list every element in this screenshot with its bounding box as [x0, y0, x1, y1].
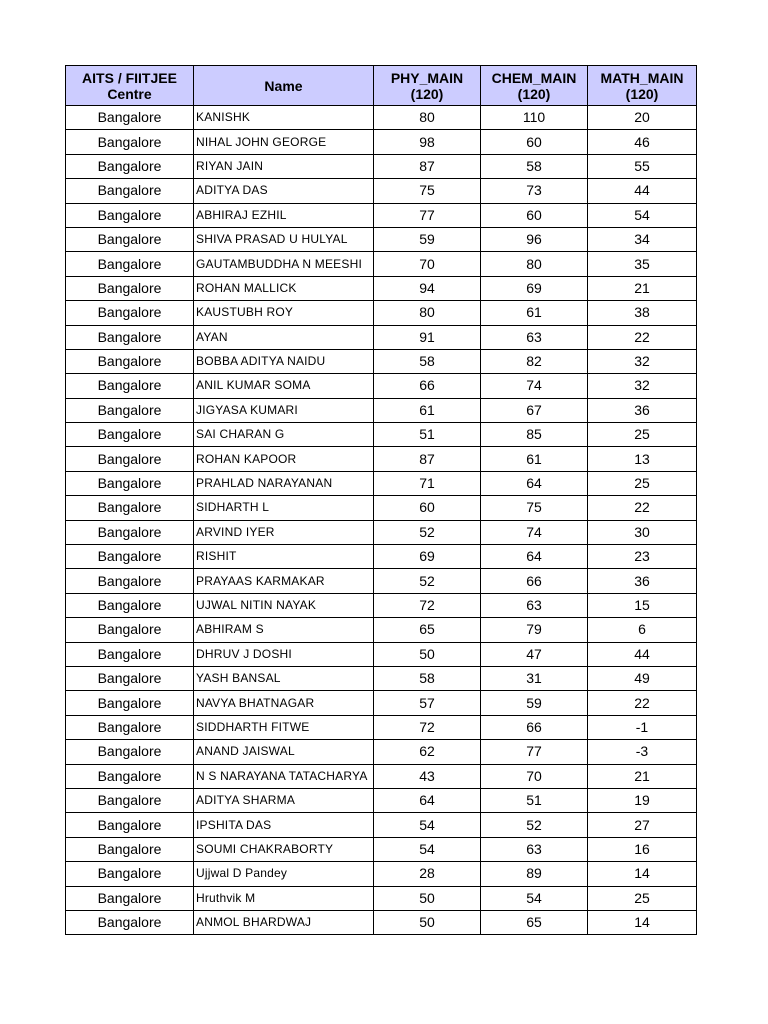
phy-score-cell: 51	[374, 423, 481, 447]
chem-score-cell: 58	[481, 154, 588, 178]
table-row	[66, 813, 697, 837]
phy-score-cell: 72	[374, 715, 481, 739]
chem-score-cell: 63	[481, 325, 588, 349]
centre-cell: Bangalore	[66, 496, 194, 520]
chem-score-cell: 96	[481, 227, 588, 251]
name-cell: IPSHITA DAS	[194, 813, 374, 837]
name-cell: ABHIRAJ EZHIL	[194, 203, 374, 227]
centre-cell: Bangalore	[66, 569, 194, 593]
centre-cell: Bangalore	[66, 910, 194, 934]
centre-cell: Bangalore	[66, 691, 194, 715]
phy-score-cell: 54	[374, 813, 481, 837]
chem-score-cell: 65	[481, 910, 588, 934]
table-row	[66, 642, 697, 666]
math-score-cell: -3	[588, 740, 697, 764]
header-math: MATH_MAIN (120)	[588, 66, 697, 106]
math-score-cell: 6	[588, 618, 697, 642]
chem-score-cell: 63	[481, 837, 588, 861]
chem-score-cell: 110	[481, 106, 588, 130]
centre-cell: Bangalore	[66, 203, 194, 227]
table-row	[66, 764, 697, 788]
table-row	[66, 691, 697, 715]
math-score-cell: 49	[588, 666, 697, 690]
name-cell: SIDDHARTH FITWE	[194, 715, 374, 739]
math-score-cell: 13	[588, 447, 697, 471]
math-score-cell: 30	[588, 520, 697, 544]
centre-cell: Bangalore	[66, 154, 194, 178]
name-cell: ABHIRAM S	[194, 618, 374, 642]
math-score-cell: 44	[588, 179, 697, 203]
table-row	[66, 471, 697, 495]
math-score-cell: 14	[588, 862, 697, 886]
centre-cell: Bangalore	[66, 545, 194, 569]
chem-score-cell: 69	[481, 276, 588, 300]
name-cell: ANMOL BHARDWAJ	[194, 910, 374, 934]
phy-score-cell: 54	[374, 837, 481, 861]
chem-score-cell: 79	[481, 618, 588, 642]
centre-cell: Bangalore	[66, 130, 194, 154]
math-score-cell: 35	[588, 252, 697, 276]
table-row	[66, 106, 697, 130]
name-cell: AYAN	[194, 325, 374, 349]
name-cell: NAVYA BHATNAGAR	[194, 691, 374, 715]
table-row	[66, 154, 697, 178]
table-row	[66, 374, 697, 398]
phy-score-cell: 69	[374, 545, 481, 569]
table-row	[66, 130, 697, 154]
name-cell: SOUMI CHAKRABORTY	[194, 837, 374, 861]
math-score-cell: 21	[588, 764, 697, 788]
math-score-cell: 19	[588, 788, 697, 812]
table-row	[66, 496, 697, 520]
centre-cell: Bangalore	[66, 764, 194, 788]
phy-score-cell: 77	[374, 203, 481, 227]
math-score-cell: 36	[588, 569, 697, 593]
chem-score-cell: 67	[481, 398, 588, 422]
header-centre: AITS / FIITJEE Centre	[66, 66, 194, 106]
centre-cell: Bangalore	[66, 813, 194, 837]
name-cell: GAUTAMBUDDHA N MEESHI	[194, 252, 374, 276]
table-row	[66, 423, 697, 447]
centre-cell: Bangalore	[66, 886, 194, 910]
math-score-cell: 36	[588, 398, 697, 422]
math-score-cell: 15	[588, 593, 697, 617]
name-cell: PRAHLAD NARAYANAN	[194, 471, 374, 495]
chem-score-cell: 31	[481, 666, 588, 690]
chem-score-cell: 89	[481, 862, 588, 886]
header-row	[66, 66, 697, 106]
phy-score-cell: 58	[374, 666, 481, 690]
centre-cell: Bangalore	[66, 447, 194, 471]
table-row	[66, 325, 697, 349]
chem-score-cell: 64	[481, 471, 588, 495]
math-score-cell: 22	[588, 325, 697, 349]
chem-score-cell: 66	[481, 569, 588, 593]
math-score-cell: 22	[588, 691, 697, 715]
phy-score-cell: 57	[374, 691, 481, 715]
chem-score-cell: 64	[481, 545, 588, 569]
centre-cell: Bangalore	[66, 471, 194, 495]
name-cell: ROHAN MALLICK	[194, 276, 374, 300]
chem-score-cell: 74	[481, 374, 588, 398]
table-row	[66, 520, 697, 544]
table-row	[66, 715, 697, 739]
table-row	[66, 349, 697, 373]
phy-score-cell: 65	[374, 618, 481, 642]
math-score-cell: 21	[588, 276, 697, 300]
table-row	[66, 545, 697, 569]
chem-score-cell: 85	[481, 423, 588, 447]
math-score-cell: 44	[588, 642, 697, 666]
chem-score-cell: 54	[481, 886, 588, 910]
centre-cell: Bangalore	[66, 788, 194, 812]
math-score-cell: 25	[588, 471, 697, 495]
chem-score-cell: 61	[481, 301, 588, 325]
table-row	[66, 740, 697, 764]
phy-score-cell: 98	[374, 130, 481, 154]
name-cell: KANISHK	[194, 106, 374, 130]
table-row	[66, 837, 697, 861]
chem-score-cell: 66	[481, 715, 588, 739]
table-row	[66, 179, 697, 203]
math-score-cell: 23	[588, 545, 697, 569]
name-cell: SIDHARTH L	[194, 496, 374, 520]
table-row	[66, 569, 697, 593]
table-row	[66, 593, 697, 617]
chem-score-cell: 74	[481, 520, 588, 544]
phy-score-cell: 87	[374, 447, 481, 471]
name-cell: NIHAL JOHN GEORGE	[194, 130, 374, 154]
phy-score-cell: 52	[374, 520, 481, 544]
centre-cell: Bangalore	[66, 106, 194, 130]
centre-cell: Bangalore	[66, 325, 194, 349]
name-cell: JIGYASA KUMARI	[194, 398, 374, 422]
name-cell: BOBBA ADITYA NAIDU	[194, 349, 374, 373]
name-cell: ROHAN KAPOOR	[194, 447, 374, 471]
centre-cell: Bangalore	[66, 276, 194, 300]
chem-score-cell: 47	[481, 642, 588, 666]
name-cell: ADITYA DAS	[194, 179, 374, 203]
name-cell: ADITYA SHARMA	[194, 788, 374, 812]
phy-score-cell: 64	[374, 788, 481, 812]
centre-cell: Bangalore	[66, 715, 194, 739]
name-cell: KAUSTUBH ROY	[194, 301, 374, 325]
chem-score-cell: 82	[481, 349, 588, 373]
name-cell: ANIL KUMAR SOMA	[194, 374, 374, 398]
math-score-cell: 20	[588, 106, 697, 130]
table-row	[66, 398, 697, 422]
results-table	[65, 65, 697, 935]
chem-score-cell: 75	[481, 496, 588, 520]
centre-cell: Bangalore	[66, 642, 194, 666]
name-cell: DHRUV J DOSHI	[194, 642, 374, 666]
table-row	[66, 301, 697, 325]
math-score-cell: 27	[588, 813, 697, 837]
header-name: Name	[194, 66, 374, 106]
centre-cell: Bangalore	[66, 398, 194, 422]
table-row	[66, 910, 697, 934]
math-score-cell: 54	[588, 203, 697, 227]
phy-score-cell: 94	[374, 276, 481, 300]
math-score-cell: 22	[588, 496, 697, 520]
centre-cell: Bangalore	[66, 349, 194, 373]
math-score-cell: 32	[588, 374, 697, 398]
name-cell: PRAYAAS KARMAKAR	[194, 569, 374, 593]
centre-cell: Bangalore	[66, 666, 194, 690]
chem-score-cell: 80	[481, 252, 588, 276]
phy-score-cell: 60	[374, 496, 481, 520]
centre-cell: Bangalore	[66, 593, 194, 617]
phy-score-cell: 75	[374, 179, 481, 203]
name-cell: Ujjwal D Pandey	[194, 862, 374, 886]
table-row	[66, 447, 697, 471]
phy-score-cell: 50	[374, 642, 481, 666]
centre-cell: Bangalore	[66, 374, 194, 398]
math-score-cell: 38	[588, 301, 697, 325]
centre-cell: Bangalore	[66, 520, 194, 544]
name-cell: SAI CHARAN G	[194, 423, 374, 447]
header-chem: CHEM_MAIN (120)	[481, 66, 588, 106]
chem-score-cell: 52	[481, 813, 588, 837]
math-score-cell: 46	[588, 130, 697, 154]
centre-cell: Bangalore	[66, 618, 194, 642]
phy-score-cell: 59	[374, 227, 481, 251]
phy-score-cell: 66	[374, 374, 481, 398]
phy-score-cell: 91	[374, 325, 481, 349]
phy-score-cell: 50	[374, 886, 481, 910]
centre-cell: Bangalore	[66, 862, 194, 886]
chem-score-cell: 63	[481, 593, 588, 617]
table-row	[66, 666, 697, 690]
name-cell: ARVIND IYER	[194, 520, 374, 544]
phy-score-cell: 70	[374, 252, 481, 276]
math-score-cell: 32	[588, 349, 697, 373]
phy-score-cell: 80	[374, 106, 481, 130]
phy-score-cell: 71	[374, 471, 481, 495]
phy-score-cell: 28	[374, 862, 481, 886]
centre-cell: Bangalore	[66, 252, 194, 276]
name-cell: N S NARAYANA TATACHARYA	[194, 764, 374, 788]
phy-score-cell: 72	[374, 593, 481, 617]
centre-cell: Bangalore	[66, 740, 194, 764]
phy-score-cell: 50	[374, 910, 481, 934]
phy-score-cell: 62	[374, 740, 481, 764]
table-row	[66, 276, 697, 300]
table-row	[66, 862, 697, 886]
name-cell: RIYAN JAIN	[194, 154, 374, 178]
phy-score-cell: 58	[374, 349, 481, 373]
phy-score-cell: 80	[374, 301, 481, 325]
table-row	[66, 618, 697, 642]
name-cell: ANAND JAISWAL	[194, 740, 374, 764]
math-score-cell: 34	[588, 227, 697, 251]
chem-score-cell: 70	[481, 764, 588, 788]
phy-score-cell: 87	[374, 154, 481, 178]
name-cell: YASH BANSAL	[194, 666, 374, 690]
table-row	[66, 886, 697, 910]
table-row	[66, 788, 697, 812]
math-score-cell: 25	[588, 886, 697, 910]
centre-cell: Bangalore	[66, 423, 194, 447]
header-phy: PHY_MAIN (120)	[374, 66, 481, 106]
centre-cell: Bangalore	[66, 227, 194, 251]
chem-score-cell: 60	[481, 130, 588, 154]
phy-score-cell: 61	[374, 398, 481, 422]
chem-score-cell: 61	[481, 447, 588, 471]
table-body	[66, 106, 697, 935]
math-score-cell: 25	[588, 423, 697, 447]
chem-score-cell: 59	[481, 691, 588, 715]
math-score-cell: 14	[588, 910, 697, 934]
name-cell: Hruthvik M	[194, 886, 374, 910]
table-row	[66, 203, 697, 227]
math-score-cell: -1	[588, 715, 697, 739]
centre-cell: Bangalore	[66, 301, 194, 325]
name-cell: RISHIT	[194, 545, 374, 569]
table-row	[66, 252, 697, 276]
table-row	[66, 227, 697, 251]
phy-score-cell: 43	[374, 764, 481, 788]
chem-score-cell: 51	[481, 788, 588, 812]
math-score-cell: 55	[588, 154, 697, 178]
phy-score-cell: 52	[374, 569, 481, 593]
chem-score-cell: 73	[481, 179, 588, 203]
name-cell: SHIVA PRASAD U HULYAL	[194, 227, 374, 251]
math-score-cell: 16	[588, 837, 697, 861]
centre-cell: Bangalore	[66, 179, 194, 203]
centre-cell: Bangalore	[66, 837, 194, 861]
chem-score-cell: 60	[481, 203, 588, 227]
chem-score-cell: 77	[481, 740, 588, 764]
name-cell: UJWAL NITIN NAYAK	[194, 593, 374, 617]
